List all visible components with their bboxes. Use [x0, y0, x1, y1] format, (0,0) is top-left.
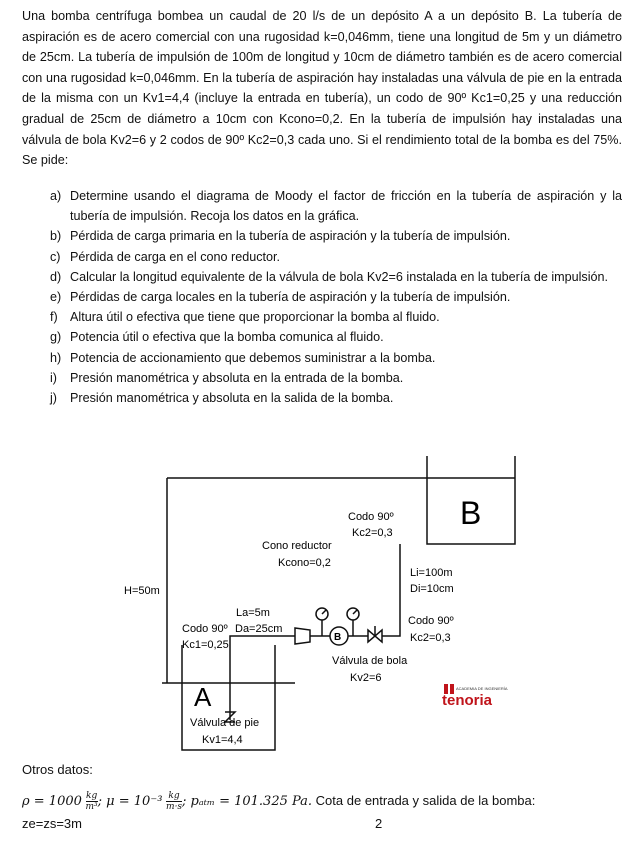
ball-valve-label: Válvula de bola — [332, 655, 408, 667]
question-text: Altura útil o efectiva que tiene que proporcionar la bomba al fluido. — [70, 310, 440, 325]
reducer-cone — [295, 628, 310, 644]
question-label: e) — [50, 290, 62, 305]
question-label: c) — [50, 249, 61, 264]
gauge-needle-outlet — [353, 610, 357, 614]
codo1-k: Kc1=0,25 — [182, 639, 229, 651]
rho-units-den: m³ — [85, 802, 98, 813]
question-text: Presión manométrica y absoluta en la entrada de la bomba. — [70, 370, 404, 385]
question-item — [50, 307, 622, 327]
gauge-needle-inlet — [322, 610, 326, 614]
question-item — [50, 247, 622, 267]
suction-pipe — [230, 636, 295, 720]
question-item — [50, 327, 622, 347]
cota-value: ze=zs=3m — [22, 816, 82, 831]
question-item — [50, 226, 622, 246]
suction-diameter: Da=25cm — [235, 623, 283, 635]
foot-valve-label: Válvula de pie — [190, 717, 260, 729]
question-item — [50, 287, 622, 307]
logo-name: tenoria — [442, 692, 493, 709]
rho-expr: ρ = 1000 — [22, 794, 82, 809]
other-data-title: Otros datos: — [22, 762, 93, 777]
codo1-title: Codo 90º — [182, 623, 228, 635]
formula-line — [22, 790, 622, 835]
question-label: j) — [50, 391, 57, 406]
question-label: d) — [50, 269, 62, 284]
question-item — [50, 388, 622, 408]
codo2-title: Codo 90º — [348, 511, 394, 523]
foot-valve-k: Kv1=4,4 — [202, 734, 243, 746]
question-text: Pérdida de carga primaria en la tubería de aspiración y la tubería de impulsión. — [70, 229, 511, 244]
problem-statement: Una bomba centrífuga bombea un caudal de 20 l/s de un depósito A a un depósito B. La tubería de aspiración es de acero comercial con una rugosidad k=0,046mm, tiene una longitud de 5m y un diámetro de 25cm. La tubería de impulsión de 100m de longitud y 10cm de diámetro también es de acero comercial con una rugosidad k=0,046mm. En la tubería de aspiración hay instaladas una válvula de pie en la entrada de la misma con un Kv1=4,4 (incluye la entrada en tubería), un codo de 90º Kc1=0,25 y una reducción gradual de 25cm de diámetro a 10cm con Kcono=0,2. En la tubería de impulsión hay instaladas una válvula de bola Kv2=6 y 2 codos de 90º Kc2=0,3 cada uno. Si el rendimiento total de la bomba es del 75%. Se pide: — [22, 9, 622, 168]
tank-a-label: A — [194, 682, 212, 712]
logo-small-text: ACADEMIA DE INGENIERÍA — [456, 686, 508, 691]
question-text: Determine usando el diagrama de Moody el factor de fricción en la tubería de aspiración y la tubería de impulsión. Recoja los datos en la gráfica. — [70, 189, 622, 224]
question-label: i) — [50, 370, 57, 385]
question-text: Calcular la longitud equivalente de la válvula de bola Kv2=6 instalada en la tubería de impulsión. — [70, 269, 609, 284]
cono-title: Cono reductor — [262, 540, 332, 552]
question-item — [50, 368, 622, 388]
tank-b-label: B — [460, 495, 482, 531]
question-text: Pérdidas de carga locales en la tubería de aspiración y la tubería de impulsión. — [70, 290, 511, 305]
pump-system-diagram — [110, 450, 550, 762]
discharge-length: Li=100m — [410, 567, 453, 579]
suction-length: La=5m — [236, 607, 270, 619]
patm-expr: ; pₐₜₘ = 101.325 Pa. — [182, 794, 313, 809]
question-label: g) — [50, 330, 62, 345]
ball-valve-k: Kv2=6 — [350, 672, 382, 684]
tenoria-logo — [442, 684, 508, 709]
page-number: 2 — [375, 816, 383, 831]
cota-text: Cota de entrada y salida de la bomba: — [315, 793, 536, 808]
question-label: f) — [50, 310, 58, 325]
mu-units-den: m·s — [166, 802, 183, 813]
question-item — [50, 348, 622, 368]
codo3-k: Kc2=0,3 — [410, 632, 451, 644]
mu-expr: ; μ = 10⁻³ — [97, 794, 163, 809]
mu-units — [166, 791, 182, 812]
question-item — [50, 267, 622, 287]
codo3-title: Codo 90º — [408, 615, 454, 627]
mu-units-num: kg — [166, 791, 182, 802]
question-text: Pérdida de carga en el cono reductor. — [70, 249, 281, 264]
pump-label: B — [334, 632, 342, 643]
codo2-k: Kc2=0,3 — [352, 527, 393, 539]
height-label: H=50m — [124, 585, 160, 597]
question-label: a) — [50, 189, 62, 203]
question-label: b) — [50, 229, 62, 244]
question-item — [50, 186, 622, 226]
rho-units-num: kg — [85, 791, 98, 802]
question-text: Presión manométrica y absoluta en la salida de la bomba. — [70, 391, 394, 406]
question-text: Potencia de accionamiento que debemos suministrar a la bomba. — [70, 350, 436, 365]
cono-k: Kcono=0,2 — [278, 557, 331, 569]
questions-list — [50, 186, 622, 408]
question-label: h) — [50, 350, 62, 365]
question-text: Potencia útil o efectiva que la bomba comunica al fluido. — [70, 330, 384, 345]
rho-units — [86, 791, 98, 812]
discharge-diameter: Di=10cm — [410, 583, 454, 595]
